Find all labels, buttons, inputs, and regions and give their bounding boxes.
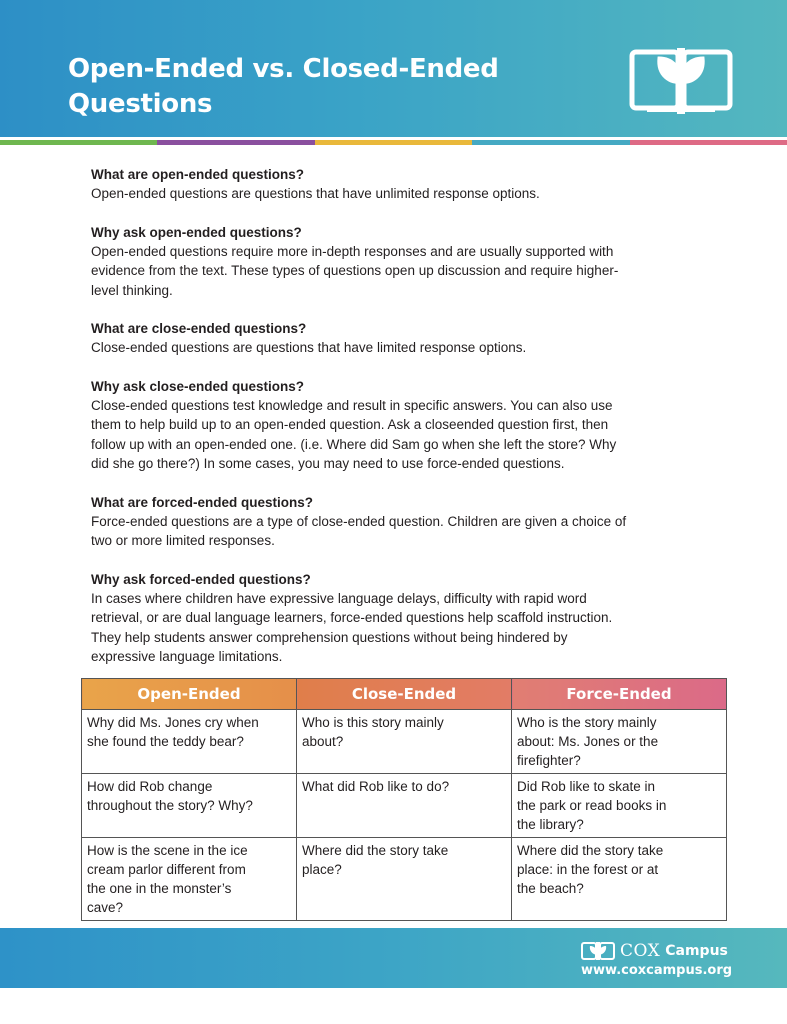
section-answer-line: follow up with an open-ended one. (i.e. Where did Sam go when she left the store? Why: [91, 436, 617, 452]
stripe-yellow: [315, 140, 472, 145]
section-answer-line: level thinking.: [91, 282, 173, 298]
section-answer-line: Open-ended questions require more in-depth responses and are usually supported with: [91, 243, 614, 259]
section-answer-line: Close-ended questions test knowledge and result in specific answers. You can also use: [91, 397, 613, 413]
table-cell: Where did the story take place?: [297, 838, 512, 921]
section-question: Why ask close-ended questions?: [91, 378, 305, 394]
footer-url: www.coxcampus.org: [581, 963, 733, 978]
header-open-ended: Open-Ended: [82, 679, 297, 710]
cox-campus-logo: [581, 940, 728, 962]
page-title: [68, 52, 499, 122]
table-cell: How is the scene in the ice cream parlor different from the one in the monster’s cave?: [82, 838, 297, 921]
section-answer-line: retrieval, or are dual language learners, force-ended questions help scaffold instruction.: [91, 610, 613, 625]
stripe-green: [0, 140, 157, 145]
section-question: What are forced-ended questions?: [91, 494, 314, 510]
question-types-table: [81, 678, 727, 921]
table-row: [82, 710, 727, 774]
book-logo-icon: [581, 941, 615, 961]
table-cell: Did Rob like to skate in the park or read books in the library?: [512, 774, 727, 838]
table-row: [82, 774, 727, 838]
table-cell: What did Rob like to do?: [297, 774, 512, 838]
table-cell: How did Rob change throughout the story? Why?: [82, 774, 297, 838]
section-open-ended-what: [91, 165, 711, 204]
table-cell: Who is the story mainly about: Ms. Jones or the firefighter?: [512, 710, 727, 774]
open-book-sprout-icon: [627, 42, 735, 116]
section-answer-line: them to help build up to an open-ended question. Ask a closeended question first, then: [91, 417, 609, 432]
section-answer-line: In cases where children have expressive language delays, difficulty with rapid word: [91, 590, 587, 606]
section-question: Why ask forced-ended questions?: [91, 571, 311, 587]
header-force-ended: Force-Ended: [512, 679, 727, 710]
logo-campus-text: Campus: [665, 943, 728, 959]
title-line-1: Open-Ended vs. Closed-Ended: [68, 54, 499, 84]
section-answer-line: did she go there?) In some cases, you may need to use force-ended questions.: [91, 456, 565, 471]
stripe-purple: [157, 140, 314, 145]
title-line-2: Questions: [68, 89, 213, 119]
section-answer-line: Open-ended questions are questions that have unlimited response options.: [91, 186, 540, 201]
logo-cox-text: COX: [620, 941, 661, 961]
section-answer-line: expressive language limitations.: [91, 649, 283, 664]
section-close-ended-what: [91, 319, 711, 358]
header-banner: [0, 0, 787, 137]
table-cell: Who is this story mainly about?: [297, 710, 512, 774]
section-answer-line: Force-ended questions are a type of close-ended question. Children are given a choice of: [91, 513, 627, 529]
section-answer-line: evidence from the text. These types of questions open up discussion and require higher-: [91, 263, 619, 278]
section-question: What are open-ended questions?: [91, 167, 305, 182]
section-answer-line: Close-ended questions are questions that have limited response options.: [91, 340, 527, 355]
stripe-blue: [472, 140, 629, 145]
color-stripes: [0, 140, 787, 145]
section-answer-line: They help students answer comprehension questions without being hindered by: [91, 629, 568, 645]
stripe-pink: [630, 140, 787, 145]
table-cell: Why did Ms. Jones cry when she found the teddy bear?: [82, 710, 297, 774]
header-close-ended: Close-Ended: [297, 679, 512, 710]
section-question: What are close-ended questions?: [91, 321, 307, 336]
content-body: [91, 165, 711, 686]
table-header-row: [82, 679, 727, 710]
section-close-ended-why: [91, 377, 711, 474]
section-question: Why ask open-ended questions?: [91, 224, 302, 240]
table-cell: Where did the story take place: in the forest or at the beach?: [512, 838, 727, 921]
section-forced-ended-what: [91, 493, 711, 551]
section-open-ended-why: [91, 223, 711, 301]
section-answer-line: two or more limited responses.: [91, 533, 275, 548]
section-forced-ended-why: [91, 570, 711, 667]
table-row: [82, 838, 727, 921]
